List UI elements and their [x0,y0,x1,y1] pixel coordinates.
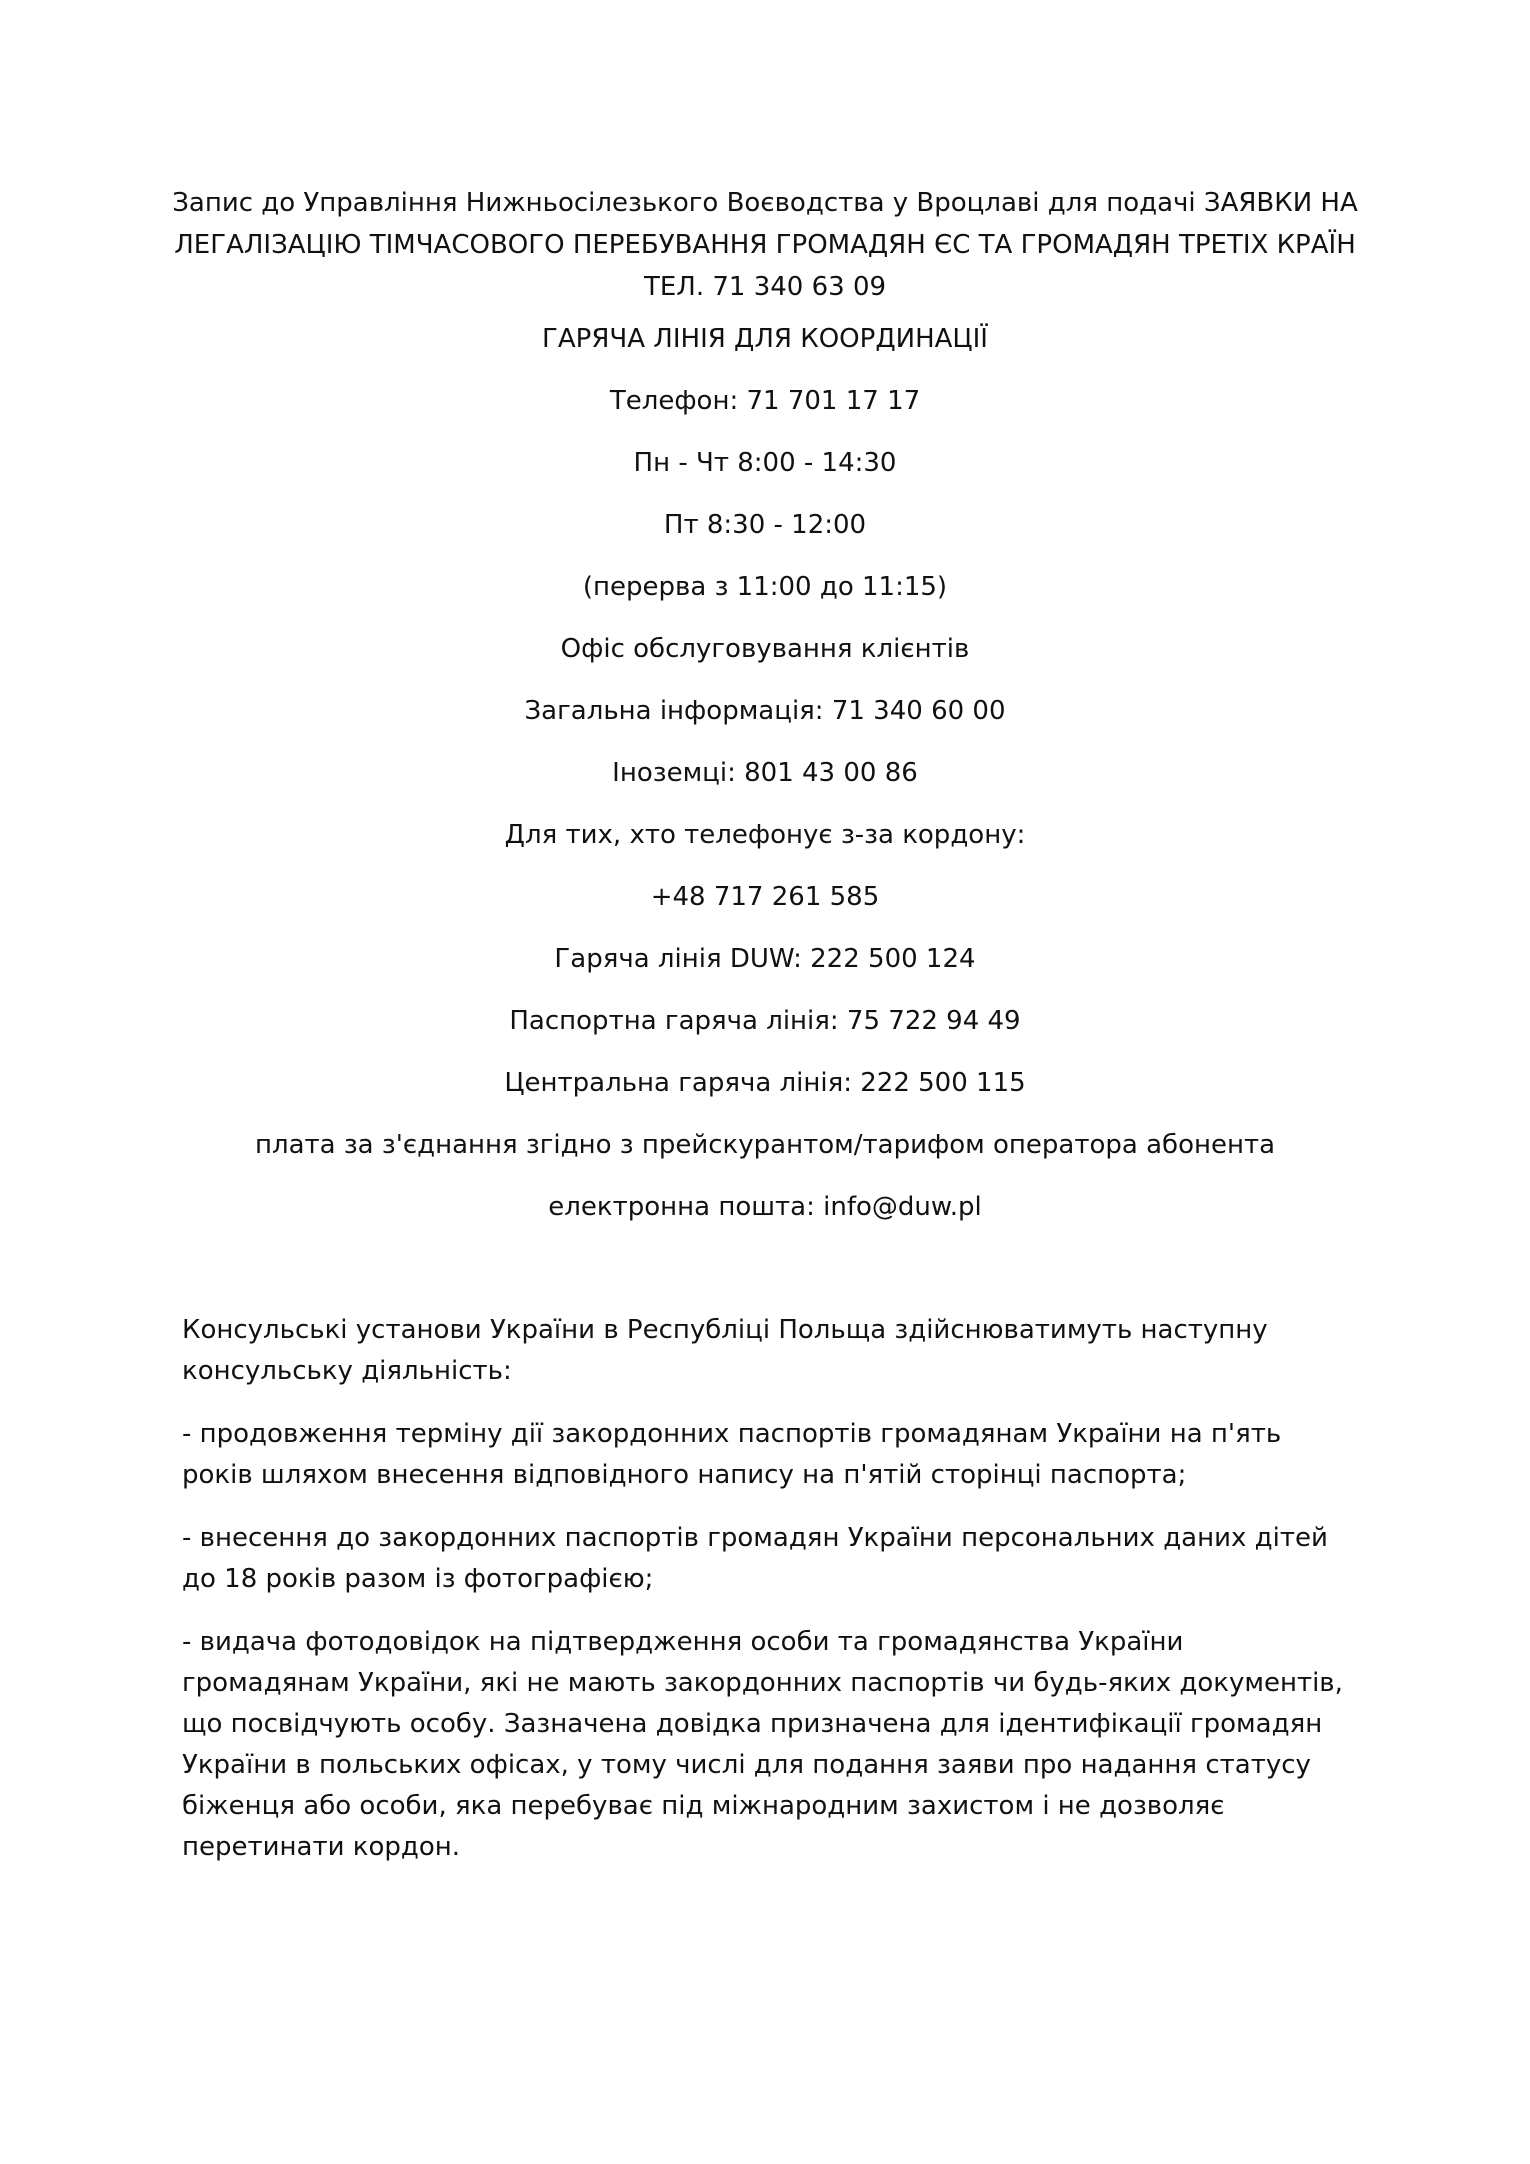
abroad-label: Для тих, хто телефонує з-за кордону: [504,820,1026,850]
hours-mon-thu: Пн - Чт 8:00 - 14:30 [633,448,897,478]
consular-item-children-data: - внесення до закордонних паспортів громадян України персональних даних дітей до 18 років разом із фотографією; [182,1523,1328,1594]
hotline-title: ГАРЯЧА ЛІНІЯ ДЛЯ КООРДИНАЦІЇ [542,324,988,354]
consular-intro: Консульські установи України в Республіці Польща здійснюватимуть наступну консульську діяльність: [182,1315,1268,1386]
abroad-phone: +48 717 261 585 [650,882,880,912]
consular-section [182,1310,1352,1890]
foreigners-phone: Іноземці: 801 43 00 86 [612,758,918,788]
consular-item-photo-certificate: - видача фотодовідок на підтвердження особи та громадянства України громадянам України, які не мають закордонних паспортів чи будь-яких документів, що посвідчують особу. Зазначена довідка призначена для ідентифікації громадян України в польських офісах, у тому числі для подання заяви про надання статусу біженця або особи, яка перебуває під міжнародним захистом і не дозволяє перетинати кордон. [182,1627,1343,1862]
hotline-phone: Телефон: 71 701 17 17 [609,386,921,416]
break-hours: (перерва з 11:00 до 11:15) [582,572,948,602]
document-header [150,182,1380,308]
general-info-phone: Загальна інформація: 71 340 60 00 [524,696,1006,726]
consular-item-passport-extension: - продовження терміну дії закордонних паспортів громадянам України на п'ять років шляхом внесення відповідного напису на п'ятій сторінці паспорта; [182,1419,1282,1490]
contacts-section [150,323,1380,1253]
header-phone: ТЕЛ. 71 340 63 09 [643,272,887,302]
duw-hotline: Гаряча лінія DUW: 222 500 124 [554,944,976,974]
central-hotline: Центральна гаряча лінія: 222 500 115 [504,1068,1026,1098]
office-title: Офіс обслуговування клієнтів [560,634,970,664]
hours-fri: Пт 8:30 - 12:00 [663,510,867,540]
header-line-1: Запис до Управління Нижньосілезького Воєводства у Вроцлаві для подачі ЗАЯВКИ НА [172,188,1358,218]
header-line-2: ЛЕГАЛІЗАЦІЮ ТІМЧАСОВОГО ПЕРЕБУВАННЯ ГРОМАДЯН ЄС ТА ГРОМАДЯН ТРЕТІХ КРАЇН [174,230,1356,260]
email-line: електронна пошта: info@duw.pl [548,1192,982,1222]
fee-note: плата за з'єднання згідно з прейскурантом/тарифом оператора абонента [254,1130,1276,1160]
passport-hotline: Паспортна гаряча лінія: 75 722 94 49 [509,1006,1021,1036]
